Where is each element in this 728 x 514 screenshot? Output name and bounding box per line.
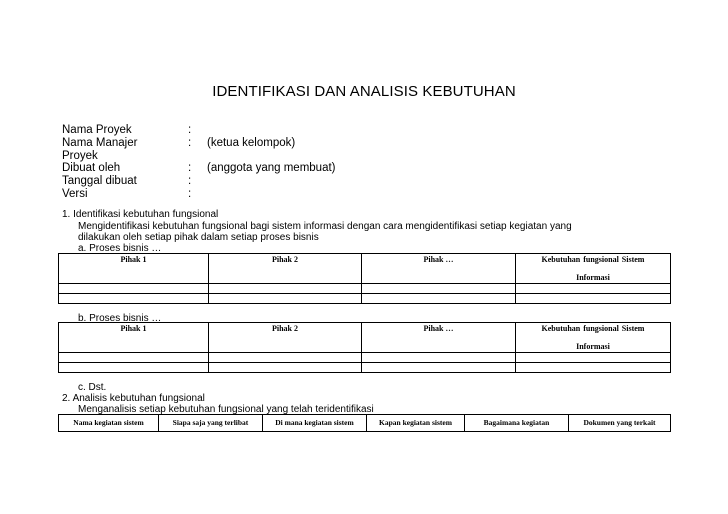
- table-cell[interactable]: [362, 284, 516, 294]
- header-bagaimana: Bagaimana kegiatan: [465, 415, 569, 432]
- page-title: IDENTIFIKASI DAN ANALISIS KEBUTUHAN: [212, 83, 516, 100]
- analysis-table: [58, 414, 671, 432]
- table-header-row: [59, 323, 671, 353]
- identification-table-a: [58, 253, 671, 304]
- table-header-row: [59, 415, 671, 432]
- table-row: [59, 363, 671, 373]
- meta-label: Nama Manajer: [62, 137, 138, 149]
- table-cell[interactable]: [516, 294, 671, 304]
- section1-sub-a: a. Proses bisnis …: [78, 243, 162, 254]
- table-row: [59, 353, 671, 363]
- section1-description-line2: dilakukan oleh setiap pihak dalam setiap proses bisnis: [78, 232, 319, 243]
- header-kebutuhan-line1: Kebutuhan fungsional Sistem: [541, 255, 645, 264]
- section2-description: Menganalisis setiap kebutuhan fungsional yang telah teridentifikasi: [78, 404, 374, 415]
- header-pihak-1: Pihak 1: [59, 323, 209, 353]
- header-di-mana: Di mana kegiatan sistem: [263, 415, 367, 432]
- meta-value: (ketua kelompok): [207, 137, 296, 149]
- header-pihak-2: Pihak 2: [209, 254, 362, 284]
- section1-description-line1: Mengidentifikasi kebutuhan fungsional bagi sistem informasi dengan cara mengidentifikasi setiap kegiatan yang: [78, 221, 572, 232]
- table-cell[interactable]: [362, 353, 516, 363]
- table-cell[interactable]: [209, 363, 362, 373]
- meta-label: Dibuat oleh: [62, 162, 121, 174]
- table-cell[interactable]: [209, 284, 362, 294]
- table-cell[interactable]: [209, 353, 362, 363]
- table-cell[interactable]: [59, 284, 209, 294]
- header-kapan: Kapan kegiatan sistem: [367, 415, 465, 432]
- table-cell[interactable]: [516, 363, 671, 373]
- table-cell[interactable]: [362, 363, 516, 373]
- header-pihak-1: Pihak 1: [59, 254, 209, 284]
- section1-sub-c: c. Dst.: [78, 382, 107, 393]
- table-cell[interactable]: [59, 363, 209, 373]
- table-cell[interactable]: [516, 284, 671, 294]
- meta-label: Proyek: [62, 150, 98, 162]
- meta-colon: :: [188, 124, 192, 136]
- header-pihak-etc: Pihak …: [362, 254, 516, 284]
- header-kebutuhan-fungsional: [516, 323, 671, 353]
- meta-label: Tanggal dibuat: [62, 175, 137, 187]
- meta-value: (anggota yang membuat): [207, 162, 336, 174]
- section2-heading: 2. Analisis kebutuhan fungsional: [62, 393, 205, 404]
- meta-label: Versi: [62, 188, 88, 200]
- header-kebutuhan-line2: Informasi: [576, 273, 610, 282]
- header-kebutuhan-fungsional: [516, 254, 671, 284]
- identification-table-b: [58, 322, 671, 373]
- meta-colon: :: [188, 137, 192, 149]
- table-cell[interactable]: [362, 294, 516, 304]
- header-nama-kegiatan: Nama kegiatan sistem: [59, 415, 159, 432]
- meta-colon: :: [188, 188, 192, 200]
- section1-heading: 1. Identifikasi kebutuhan fungsional: [62, 209, 219, 220]
- table-cell[interactable]: [59, 294, 209, 304]
- meta-label: Nama Proyek: [62, 124, 132, 136]
- table-cell[interactable]: [516, 353, 671, 363]
- table-cell[interactable]: [209, 294, 362, 304]
- section1-sub-b: b. Proses bisnis …: [78, 313, 162, 324]
- table-row: [59, 284, 671, 294]
- header-kebutuhan-line2: Informasi: [576, 342, 610, 351]
- header-dokumen: Dokumen yang terkait: [569, 415, 671, 432]
- table-cell[interactable]: [59, 353, 209, 363]
- header-pihak-2: Pihak 2: [209, 323, 362, 353]
- table-row: [59, 294, 671, 304]
- table-header-row: [59, 254, 671, 284]
- header-kebutuhan-line1: Kebutuhan fungsional Sistem: [541, 324, 645, 333]
- meta-colon: :: [188, 162, 192, 174]
- header-pihak-etc: Pihak …: [362, 323, 516, 353]
- meta-colon: :: [188, 175, 192, 187]
- header-siapa-terlibat: Siapa saja yang terlibat: [159, 415, 263, 432]
